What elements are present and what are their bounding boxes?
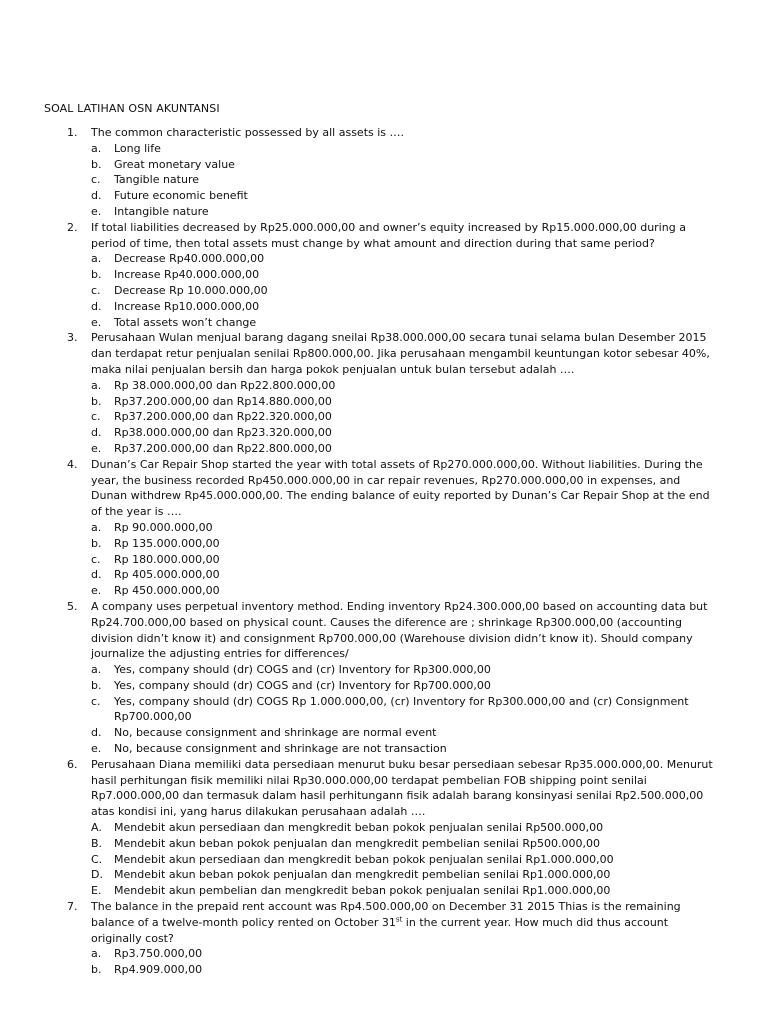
- answer-choice: [91, 694, 715, 726]
- answer-choice: [91, 852, 715, 868]
- choice-text: Long life: [114, 141, 161, 155]
- answer-choice: [91, 962, 715, 978]
- answer-choice: [91, 141, 715, 157]
- question-number: 3.: [67, 331, 78, 345]
- choice-text: Mendebit akun persediaan dan mengkredit beban pokok penjualan senilai Rp1.000.000,00: [114, 852, 614, 866]
- answer-choice: [91, 441, 715, 457]
- answer-choice: [91, 188, 715, 204]
- choice-text: Yes, company should (dr) COGS and (cr) Inventory for Rp300.000,00: [114, 663, 491, 677]
- choice-text: Tangible nature: [114, 173, 199, 187]
- choice-letter: a.: [91, 378, 102, 392]
- choice-letter: d.: [91, 568, 102, 582]
- choice-text: Rp4.909.000,00: [114, 963, 203, 977]
- choice-text: Rp3.750.000,00: [114, 947, 203, 961]
- choice-letter: B.: [91, 836, 103, 850]
- choice-text: Great monetary value: [114, 157, 235, 171]
- question-number: 2.: [67, 220, 78, 234]
- choice-letter: A.: [91, 821, 102, 835]
- question-number: 4.: [67, 457, 78, 471]
- answer-choice: [91, 678, 715, 694]
- choice-text: Intangible nature: [114, 204, 209, 218]
- choice-letter: e.: [91, 441, 102, 455]
- choice-text: Rp 180.000.000,00: [114, 552, 220, 566]
- answer-choice: [91, 267, 715, 283]
- choice-text: Yes, company should (dr) COGS Rp 1.000.000,00, (cr) Inventory for Rp300.000,00 and (cr) Consignment Rp700.000,00: [114, 694, 689, 724]
- question-text-part: The balance in the prepaid rent account was Rp4.500.000,00 on December 31 2015 Thias is the remaining balance of a twelve-month policy rented on October 31: [91, 900, 681, 929]
- answer-choice: [91, 567, 715, 583]
- choice-letter: b.: [91, 536, 102, 550]
- answer-choice: [91, 552, 715, 568]
- choice-letter: b.: [91, 963, 102, 977]
- choice-letter: D.: [91, 868, 103, 882]
- question-text: Perusahaan Wulan menjual barang dagang sneilai Rp38.000.000,00 secara tunai selama bulan Desember 2015 dan terdapat retur penjualan senilai Rp800.000,00. Jika perusahaan mengambil keuntungan kotor sebesar 40%, maka nilai penjualan bersih dan harga pokok penjualan untuk bulan tersebut adalah ….: [91, 331, 710, 376]
- question-number: 7.: [67, 900, 78, 914]
- choice-text: Total assets won’t change: [114, 315, 257, 329]
- choice-text: Rp38.000.000,00 dan Rp23.320.000,00: [114, 426, 332, 440]
- choice-letter: b.: [91, 394, 102, 408]
- question-text: A company uses perpetual inventory method. Ending inventory Rp24.300.000,00 based on accounting data but Rp24.700.000,00 based on physical count. Causes the diference are ; shrinkage Rp300.000,00 (accounting division didn’t know it) and consignment Rp700.000,00 (Warehouse division didn’t know it). Should company journalize the adjusting entries for differences/: [91, 599, 708, 661]
- choice-letter: a.: [91, 947, 102, 961]
- choice-letter: C.: [91, 852, 103, 866]
- answer-choice: [91, 251, 715, 267]
- choice-letter: E.: [91, 884, 102, 898]
- answer-choice: [91, 883, 715, 899]
- answer-choice: [91, 204, 715, 220]
- choice-letter: c.: [91, 694, 101, 708]
- answer-choice: [91, 725, 715, 741]
- answer-choice: [91, 662, 715, 678]
- answer-choice: [91, 172, 715, 188]
- question-5: [0, 599, 715, 757]
- document-title: SOAL LATIHAN OSN AKUNTANSI: [44, 102, 220, 115]
- answer-choice: [91, 283, 715, 299]
- choice-letter: b.: [91, 157, 102, 171]
- question-number: 5.: [67, 599, 78, 613]
- choice-text: Future economic benefit: [114, 189, 248, 203]
- question-text-part: in the current year. How much did thus account originally cost?: [91, 915, 669, 945]
- answer-choice: [91, 299, 715, 315]
- answer-choice: [91, 378, 715, 394]
- choice-letter: c.: [91, 173, 101, 187]
- question-1: [0, 125, 715, 220]
- answer-choice: [91, 741, 715, 757]
- choice-text: No, because consignment and shrinkage are not transaction: [114, 742, 447, 756]
- choice-text: Rp 38.000.000,00 dan Rp22.800.000,00: [114, 378, 336, 392]
- choice-text: Rp 90.000.000,00: [114, 520, 213, 534]
- answer-choice: [91, 315, 715, 331]
- question-text: The common characteristic possessed by all assets is ….: [91, 126, 405, 139]
- choice-text: Mendebit akun persediaan dan mengkredit beban pokok penjualan senilai Rp500.000,00: [114, 821, 604, 835]
- choice-text: Increase Rp10.000.000,00: [114, 299, 260, 313]
- question-text: Dunan’s Car Repair Shop started the year with total assets of Rp270.000.000,00. Without liabilities. During the year, the business recorded Rp450.000.000,00 in car repair revenues, Rp270.000.000,00 in expenses, and Dunan withdrew Rp45.000.000,00. The ending balance of euity reported by Dunan’s Car Repair Shop at the end of the year is ….: [91, 457, 710, 519]
- choice-letter: b.: [91, 268, 102, 282]
- question-6: [0, 757, 715, 899]
- answer-choice: [91, 536, 715, 552]
- question-text: Perusahaan Diana memiliki data persediaan menurut buku besar persediaan sebesar Rp35.000.000,00. Menurut hasil perhitungan fisik memiliki nilai Rp30.000.000,00 terdapat pembelian FOB shipping point senilai Rp7.000.000,00 dan termasuk dalam hasil perhitungann fisik adalah barang konsinyasi senilai Rp2.500.000,00 atas kondisi ini, yang harus dilakukan perusahaan adalah ….: [91, 757, 713, 819]
- choice-letter: e.: [91, 742, 102, 756]
- question-4: [0, 457, 715, 599]
- choice-letter: c.: [91, 283, 101, 297]
- question-2: [0, 220, 715, 331]
- choice-letter: c.: [91, 552, 101, 566]
- answer-choice: [91, 867, 715, 883]
- choice-text: No, because consignment and shrinkage are normal event: [114, 726, 437, 740]
- choice-letter: b.: [91, 678, 102, 692]
- choice-text: Rp 405.000.000,00: [114, 568, 220, 582]
- choice-letter: e.: [91, 315, 102, 329]
- question-text: If total liabilities decreased by Rp25.000.000,00 and owner’s equity increased by Rp15.000.000,00 during a period of time, then total assets must change by what amount and direction during that same period?: [91, 220, 686, 250]
- choice-text: Rp37.200.000,00 dan Rp22.320.000,00: [114, 410, 332, 424]
- answer-choice: [91, 409, 715, 425]
- choice-text: Yes, company should (dr) COGS and (cr) Inventory for Rp700.000,00: [114, 678, 491, 692]
- choice-letter: d.: [91, 189, 102, 203]
- choice-letter: a.: [91, 663, 102, 677]
- question-number: 6.: [67, 757, 78, 771]
- choice-text: Decrease Rp40.000.000,00: [114, 252, 265, 266]
- answer-choice: [91, 583, 715, 599]
- choice-letter: a.: [91, 252, 102, 266]
- question-number: 1.: [67, 126, 78, 139]
- answer-choice: [91, 394, 715, 410]
- choice-text: Increase Rp40.000.000,00: [114, 268, 260, 282]
- ordinal-suffix: st: [395, 915, 403, 924]
- choice-text: Rp37.200.000,00 dan Rp22.800.000,00: [114, 441, 332, 455]
- question-text: [91, 899, 715, 946]
- choice-letter: e.: [91, 584, 102, 598]
- answer-choice: [91, 157, 715, 173]
- answer-choice: [91, 425, 715, 441]
- choice-text: Mendebit akun beban pokok penjualan dan mengkredit pembelian senilai Rp500.000,00: [114, 836, 600, 850]
- choice-letter: a.: [91, 520, 102, 534]
- question-7: [0, 899, 715, 978]
- choice-letter: c.: [91, 410, 101, 424]
- choice-letter: d.: [91, 426, 102, 440]
- choice-text: Rp 450.000.000,00: [114, 584, 220, 598]
- answer-choice: [91, 820, 715, 836]
- choice-letter: a.: [91, 141, 102, 155]
- question-3: [0, 330, 715, 456]
- choice-text: Rp 135.000.000,00: [114, 536, 220, 550]
- choice-text: Decrease Rp 10.000.000,00: [114, 283, 268, 297]
- choice-text: Mendebit akun beban pokok penjualan dan mengkredit pembelian senilai Rp1.000.000,00: [114, 868, 611, 882]
- choice-letter: d.: [91, 726, 102, 740]
- answer-choice: [91, 836, 715, 852]
- choice-text: Mendebit akun pembelian dan mengkredit beban pokok penjualan senilai Rp1.000.000,00: [114, 884, 611, 898]
- choice-text: Rp37.200.000,00 dan Rp14.880.000,00: [114, 394, 332, 408]
- answer-choice: [91, 946, 715, 962]
- choice-letter: e.: [91, 204, 102, 218]
- answer-choice: [91, 520, 715, 536]
- choice-letter: d.: [91, 299, 102, 313]
- question-list: [0, 125, 768, 978]
